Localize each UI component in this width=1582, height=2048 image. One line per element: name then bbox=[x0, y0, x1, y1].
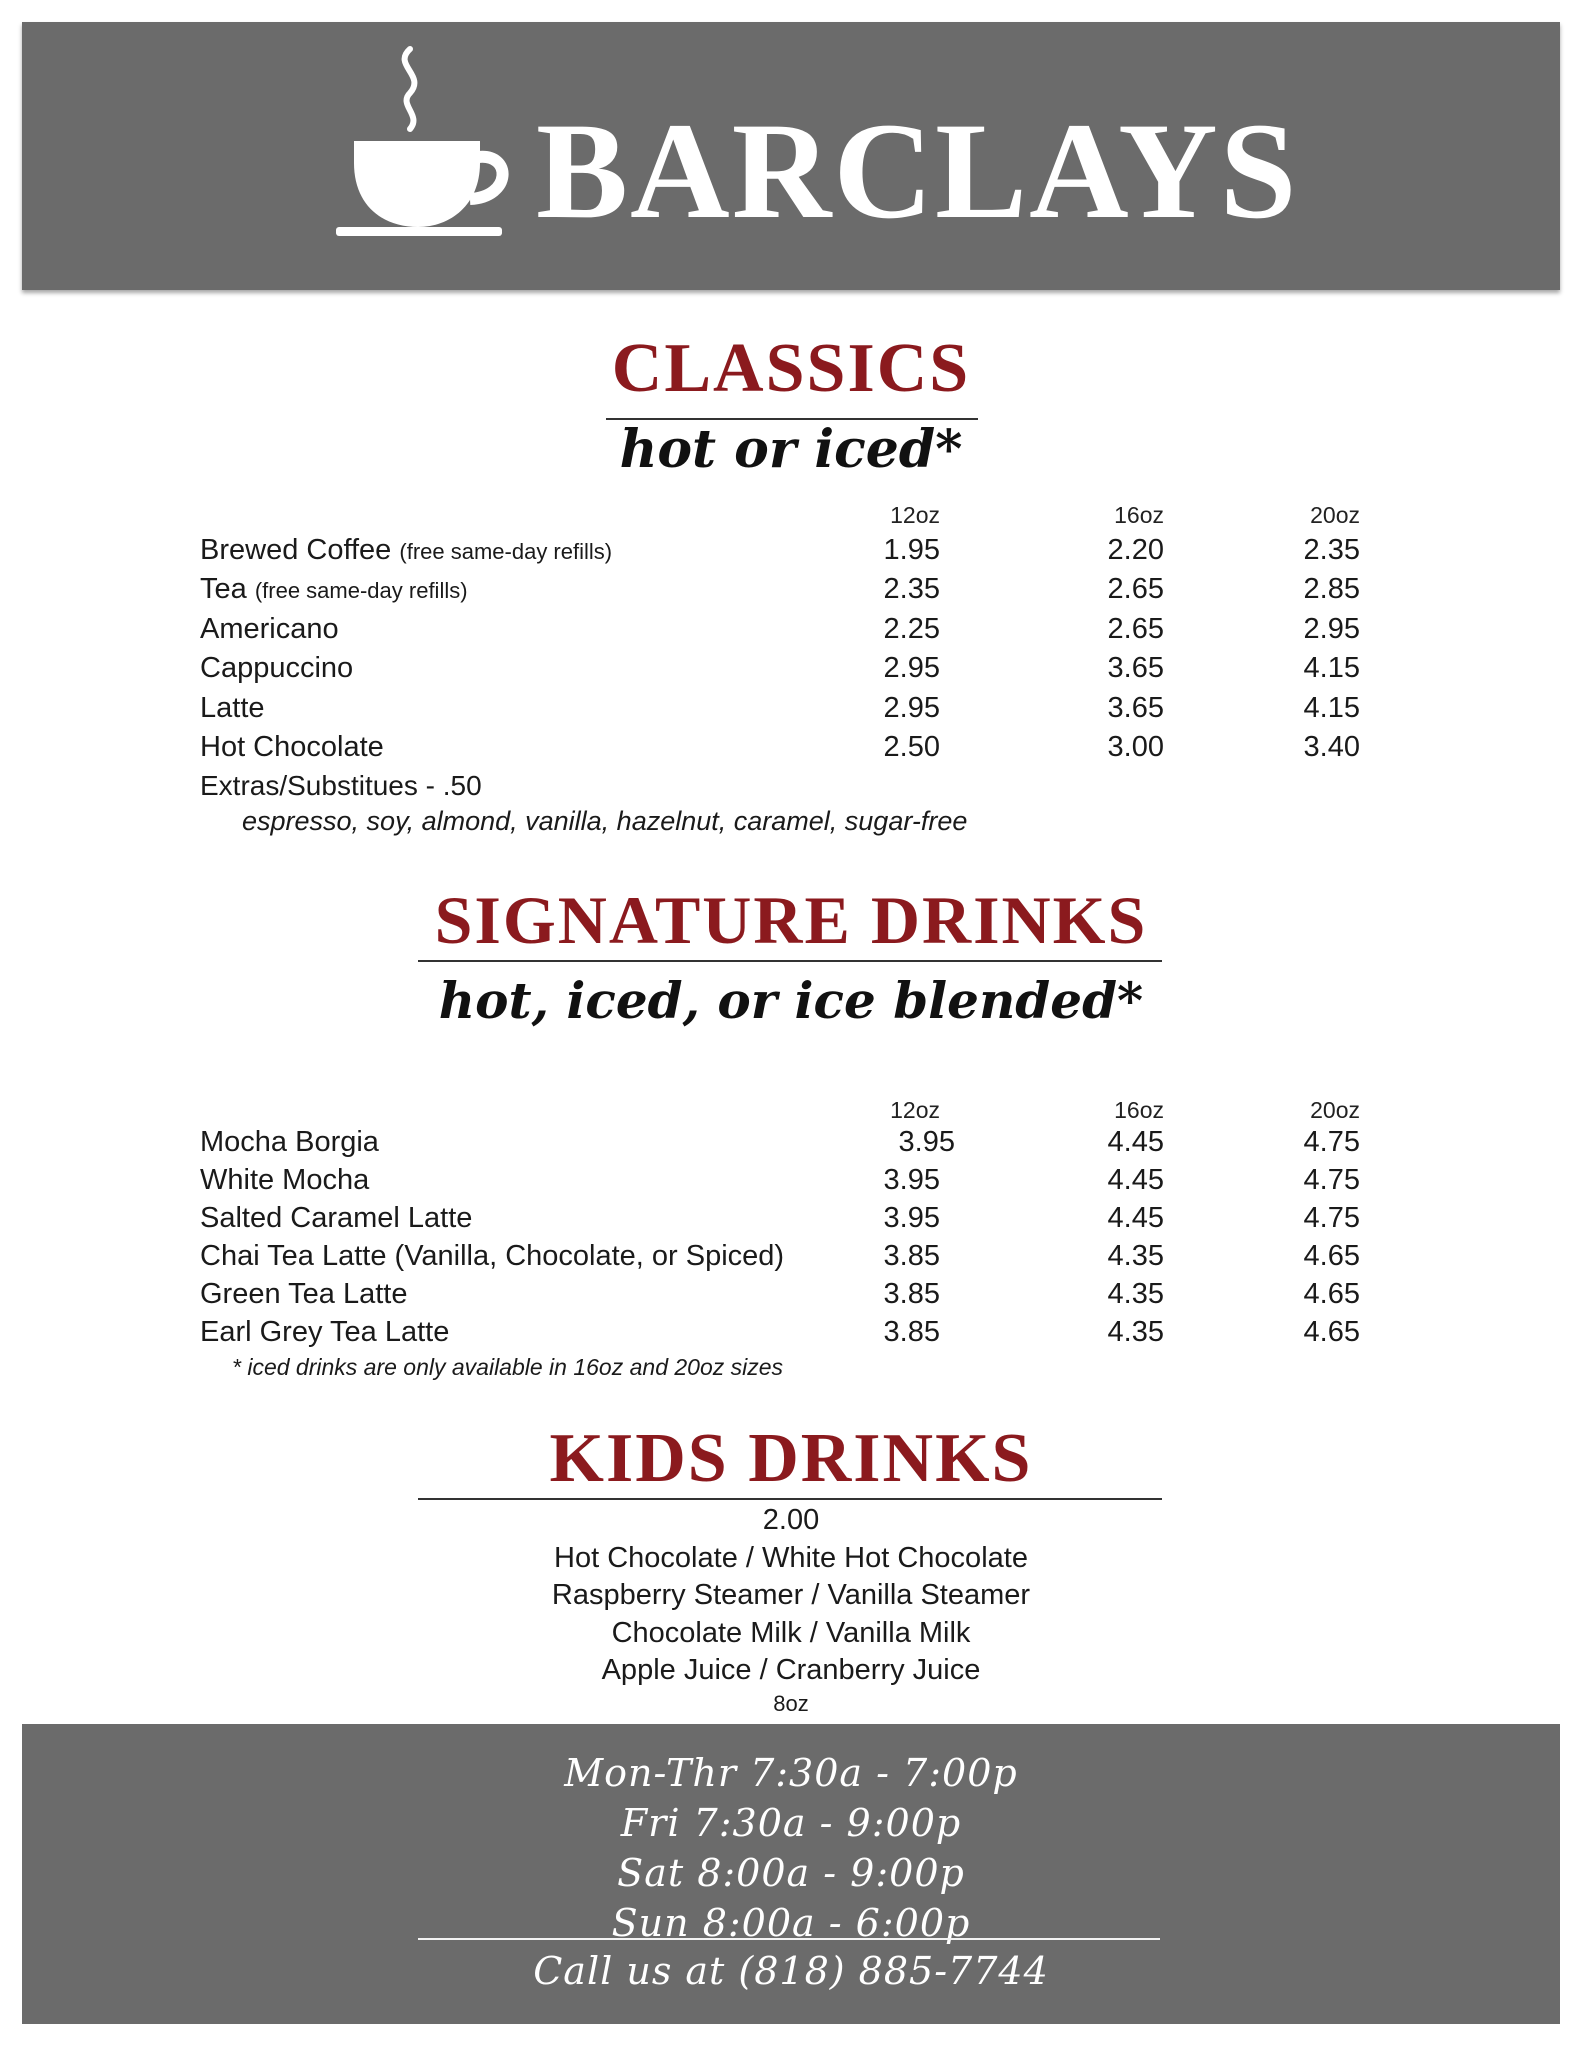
kids-item: Apple Juice / Cranberry Juice bbox=[601, 1654, 981, 1686]
item-name: Latte bbox=[200, 692, 265, 724]
kids-divider bbox=[418, 1498, 1162, 1500]
price-20oz: 4.65 bbox=[1303, 1240, 1360, 1272]
item-name: Earl Grey Tea Latte bbox=[200, 1316, 450, 1348]
kids-item: Raspberry Steamer / Vanilla Steamer bbox=[551, 1579, 1031, 1611]
menu-row bbox=[200, 1313, 1360, 1351]
price-16oz: 4.35 bbox=[1107, 1278, 1164, 1310]
price-20oz: 4.75 bbox=[1303, 1126, 1360, 1158]
price-12oz: 2.95 bbox=[883, 692, 940, 724]
phone-number: Call us at (818) 885-7744 bbox=[533, 1949, 1049, 1993]
price-16oz: 2.65 bbox=[1107, 613, 1164, 645]
price-12oz: 3.85 bbox=[883, 1316, 940, 1348]
classics-size-20oz: 20oz bbox=[1310, 502, 1360, 528]
price-12oz: 3.95 bbox=[883, 1202, 940, 1234]
price-20oz: 4.75 bbox=[1303, 1164, 1360, 1196]
menu-row bbox=[200, 1275, 1360, 1313]
price-16oz: 2.20 bbox=[1107, 534, 1164, 566]
price-12oz: 3.85 bbox=[883, 1278, 940, 1310]
menu-row bbox=[200, 610, 1360, 648]
item-name: Chai Tea Latte (Vanilla, Chocolate, or Spiced) bbox=[200, 1240, 785, 1272]
price-12oz: 2.35 bbox=[883, 573, 940, 605]
price-20oz: 2.85 bbox=[1303, 573, 1360, 605]
item-name bbox=[200, 531, 612, 571]
price-16oz: 3.00 bbox=[1107, 731, 1164, 763]
menu-row bbox=[200, 689, 1360, 727]
signature-subtitle: hot, iced, or ice blended* bbox=[438, 971, 1144, 1030]
item-name: Salted Caramel Latte bbox=[200, 1202, 473, 1234]
extras-list: espresso, soy, almond, vanilla, hazelnut, caramel, sugar-free bbox=[242, 806, 968, 836]
classics-size-16oz: 16oz bbox=[1114, 502, 1164, 528]
signature-divider bbox=[418, 960, 1162, 962]
price-20oz: 4.65 bbox=[1303, 1316, 1360, 1348]
item-name: Cappuccino bbox=[200, 652, 354, 684]
signature-size-20oz: 20oz bbox=[1310, 1097, 1360, 1123]
item-note: (free same-day refills) bbox=[254, 578, 468, 603]
menu-row bbox=[200, 728, 1360, 766]
price-20oz: 3.40 bbox=[1303, 731, 1360, 763]
kids-price: 2.00 bbox=[762, 1504, 820, 1536]
menu-row bbox=[200, 1123, 1360, 1161]
price-16oz: 2.65 bbox=[1107, 573, 1164, 605]
kids-item: Chocolate Milk / Vanilla Milk bbox=[611, 1617, 971, 1649]
kids-item: Hot Chocolate / White Hot Chocolate bbox=[554, 1542, 1028, 1574]
price-16oz: 4.35 bbox=[1107, 1240, 1164, 1272]
price-16oz: 4.45 bbox=[1107, 1202, 1164, 1234]
price-12oz: 2.25 bbox=[883, 613, 940, 645]
price-12oz: 2.50 bbox=[883, 731, 940, 763]
signature-title: SIGNATURE DRINKS bbox=[434, 882, 1148, 958]
price-20oz: 4.65 bbox=[1303, 1278, 1360, 1310]
price-12oz: 2.95 bbox=[883, 652, 940, 684]
hours-sun: Sun 8:00a - 6:00p bbox=[611, 1901, 971, 1945]
item-name: Green Tea Latte bbox=[200, 1278, 408, 1310]
menu-row bbox=[200, 531, 1360, 569]
item-name bbox=[200, 570, 468, 610]
iced-footnote: * iced drinks are only available in 16oz and 20oz sizes bbox=[232, 1354, 784, 1380]
classics-subtitle: hot or iced* bbox=[619, 419, 963, 480]
menu-row bbox=[200, 649, 1360, 687]
menu-row bbox=[200, 1237, 1360, 1275]
price-16oz: 4.45 bbox=[1107, 1126, 1164, 1158]
item-label: Tea bbox=[200, 573, 247, 605]
price-20oz: 2.35 bbox=[1303, 534, 1360, 566]
price-16oz: 3.65 bbox=[1107, 652, 1164, 684]
item-note: (free same-day refills) bbox=[399, 539, 613, 564]
menu-row bbox=[200, 1199, 1360, 1237]
signature-size-16oz: 16oz bbox=[1114, 1097, 1164, 1123]
signature-size-12oz: 12oz bbox=[890, 1097, 940, 1123]
hours-mon-thr: Mon-Thr 7:30a - 7:00p bbox=[564, 1751, 1018, 1795]
kids-title: KIDS DRINKS bbox=[549, 1420, 1033, 1497]
hours-sat: Sat 8:00a - 9:00p bbox=[617, 1851, 965, 1895]
kids-size: 8oz bbox=[773, 1691, 809, 1716]
item-name: Mocha Borgia bbox=[200, 1126, 379, 1158]
price-16oz: 3.65 bbox=[1107, 692, 1164, 724]
footer-divider bbox=[418, 1938, 1160, 1940]
item-name: Hot Chocolate bbox=[200, 731, 384, 763]
price-16oz: 4.35 bbox=[1107, 1316, 1164, 1348]
price-20oz: 4.15 bbox=[1303, 652, 1360, 684]
classics-title: CLASSICS bbox=[611, 330, 971, 407]
coffee-cup-icon bbox=[330, 45, 510, 245]
item-name: White Mocha bbox=[200, 1164, 370, 1196]
extras-label: Extras/Substitues - .50 bbox=[200, 770, 482, 801]
price-12oz: 3.95 bbox=[883, 1164, 940, 1196]
hours-fri: Fri 7:30a - 9:00p bbox=[620, 1801, 962, 1845]
price-20oz: 2.95 bbox=[1303, 613, 1360, 645]
brand-name: BARCLAYS bbox=[536, 94, 1299, 247]
item-label: Brewed Coffee bbox=[200, 534, 392, 566]
menu-row bbox=[200, 570, 1360, 608]
price-12oz: 3.95 bbox=[898, 1126, 955, 1158]
menu-row bbox=[200, 1161, 1360, 1199]
price-12oz: 3.85 bbox=[883, 1240, 940, 1272]
price-20oz: 4.15 bbox=[1303, 692, 1360, 724]
classics-size-12oz: 12oz bbox=[890, 502, 940, 528]
price-20oz: 4.75 bbox=[1303, 1202, 1360, 1234]
price-16oz: 4.45 bbox=[1107, 1164, 1164, 1196]
item-name: Americano bbox=[200, 613, 339, 645]
price-12oz: 1.95 bbox=[883, 534, 940, 566]
